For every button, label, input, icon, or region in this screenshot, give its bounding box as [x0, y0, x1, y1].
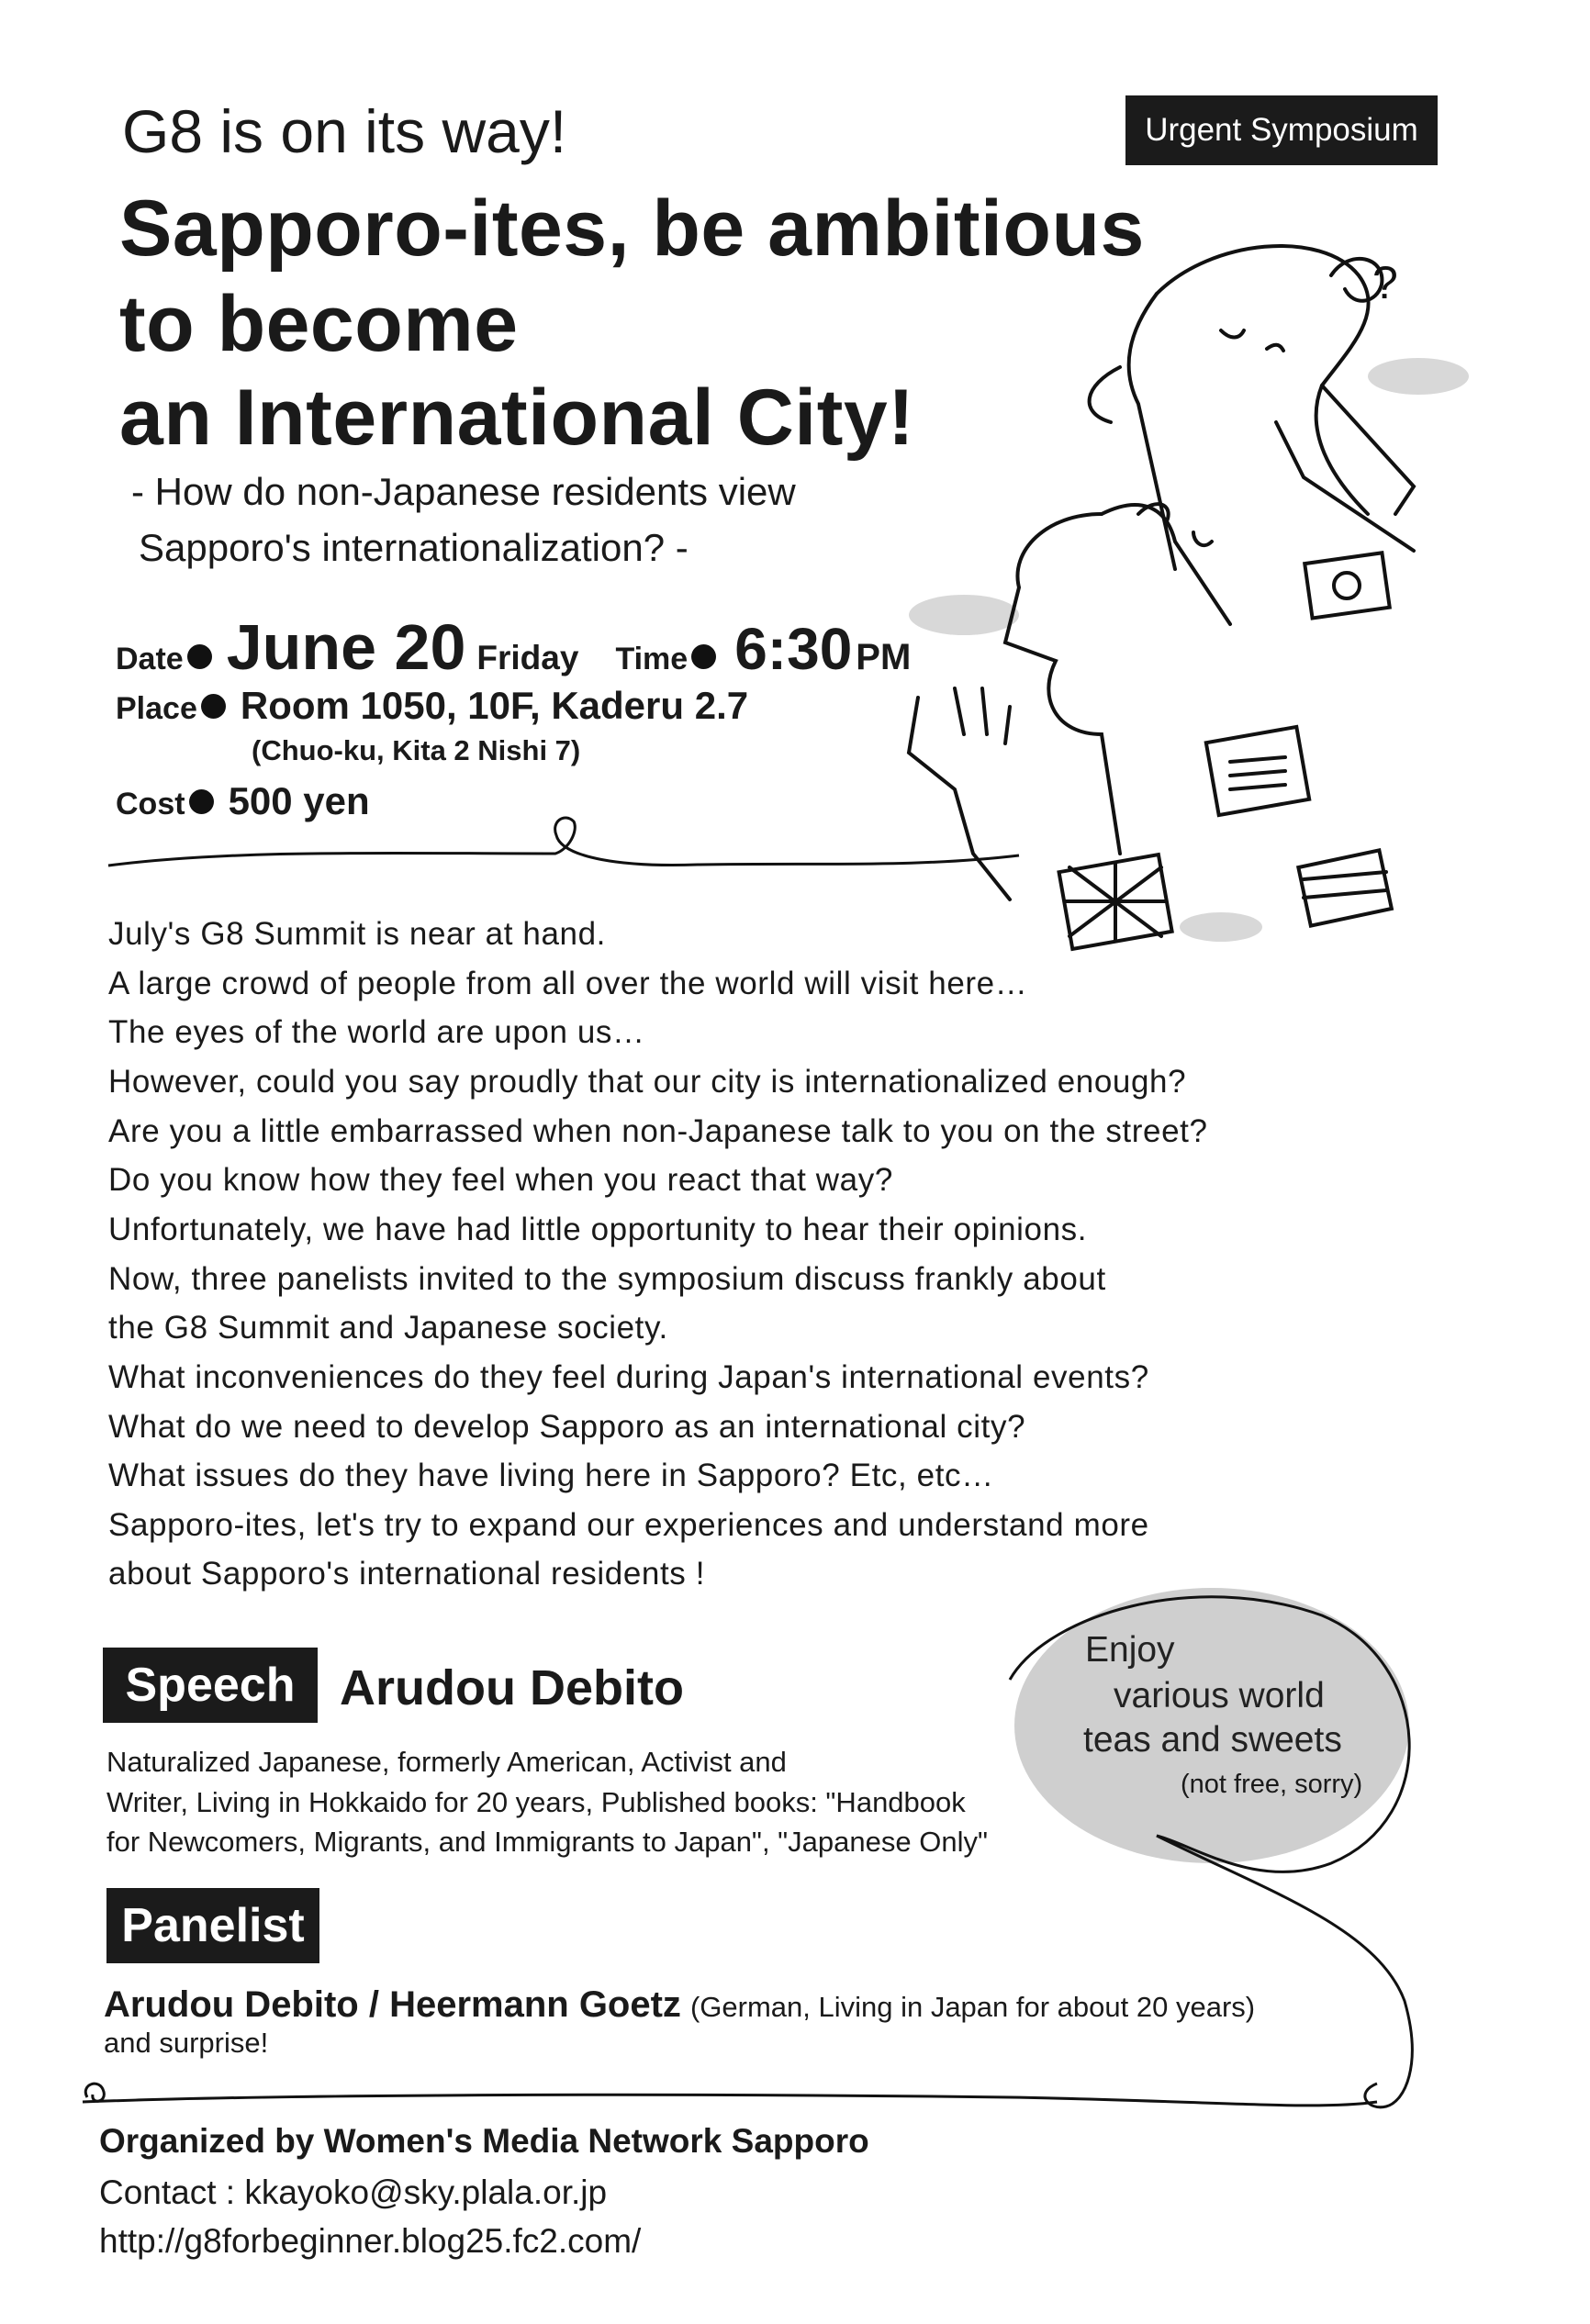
speech-speaker: Arudou Debito	[340, 1660, 684, 1715]
date-row	[116, 611, 912, 683]
svg-text:?: ?	[1372, 257, 1398, 308]
speech-bio-line: Writer, Living in Hokkaido for 20 years, Published books: "Handbook	[106, 1786, 966, 1818]
body-line: Sapporo-ites, let's try to expand our experiences and understand more	[108, 1507, 1149, 1543]
cost-row	[116, 779, 370, 822]
bubble-line: Enjoy	[1085, 1630, 1175, 1670]
bubble-line: teas and sweets	[1083, 1720, 1342, 1760]
body-line: The eyes of the world are upon us…	[108, 1014, 645, 1050]
bullet-dot-icon	[201, 694, 226, 719]
headline-line-2: to become	[119, 280, 519, 368]
body-line: Unfortunately, we have had little opportunity to hear their opinions.	[108, 1212, 1088, 1247]
place-address: (Chuo-ku, Kita 2 Nishi 7)	[252, 734, 581, 766]
kicker-title: G8 is on its way!	[122, 97, 567, 165]
speech-label: Speech	[103, 1648, 318, 1723]
body-line: about Sapporo's international residents !	[108, 1556, 706, 1592]
bubble-note: (not free, sorry)	[1181, 1770, 1363, 1799]
headline-line-1: Sapporo-ites, be ambitious	[119, 184, 1145, 273]
cost-value: 500 yen	[228, 779, 370, 822]
time-suffix: PM	[856, 637, 912, 677]
subtitle-line-1: - How do non-Japanese residents view	[131, 470, 796, 513]
body-line: Are you a little embarrassed when non-Japanese talk to you on the street?	[108, 1113, 1208, 1149]
urgent-symposium-badge: Urgent Symposium	[1125, 95, 1438, 165]
time-label: Time	[615, 642, 689, 676]
body-line: the G8 Summit and Japanese society.	[108, 1310, 668, 1346]
panelist-names: Arudou Debito / Heermann Goetz	[104, 1984, 681, 2025]
place-value: Room 1050, 10F, Kaderu 2.7	[240, 684, 749, 727]
website-url: http://g8forbeginner.blog25.fc2.com/	[99, 2222, 642, 2260]
footer-string	[83, 2095, 1377, 2106]
body-line: Do you know how they feel when you react that way?	[108, 1162, 893, 1198]
body-line: However, could you say proudly that our city is internationalized enough?	[108, 1064, 1187, 1100]
organizer: Organized by Women's Media Network Sapporo	[99, 2122, 869, 2160]
divider-string	[108, 818, 1019, 866]
date-label: Date	[116, 642, 184, 676]
time-value: 6:30	[734, 616, 853, 682]
speech-bio-line: for Newcomers, Migrants, and Immigrants to Japan", "Japanese Only"	[106, 1826, 988, 1858]
bullet-dot-icon	[189, 789, 214, 814]
headline-line-3: an International City!	[119, 374, 915, 462]
panelist-label: Panelist	[106, 1888, 319, 1963]
bubble-line: various world	[1114, 1676, 1325, 1715]
speech-bio-line: Naturalized Japanese, formerly American, Activist and	[106, 1746, 787, 1778]
string-loop	[85, 2084, 104, 2101]
subtitle-line-2: Sapporo's internationalization? -	[139, 526, 689, 569]
contact-email: Contact : kkayoko@sky.plala.or.jp	[99, 2173, 608, 2211]
place-label: Place	[116, 691, 197, 726]
bullet-dot-icon	[187, 644, 212, 669]
people-illustration	[909, 246, 1469, 949]
place-row	[116, 684, 749, 727]
body-line: What do we need to develop Sapporo as an international city?	[108, 1409, 1026, 1445]
date-day: Friday	[476, 639, 579, 676]
bullet-dot-icon	[691, 644, 716, 669]
body-line: What issues do they have living here in Sapporo? Etc, etc…	[108, 1458, 994, 1493]
body-line: A large crowd of people from all over the world will visit here…	[108, 966, 1028, 1001]
date-value: June 20	[226, 611, 466, 683]
body-line: Now, three panelists invited to the symposium discuss frankly about	[108, 1261, 1106, 1297]
panelist-row	[104, 1984, 1255, 2026]
cost-label: Cost	[116, 787, 185, 821]
body-line: What inconveniences do they feel during Japan's international events?	[108, 1359, 1149, 1395]
body-line: July's G8 Summit is near at hand.	[108, 916, 606, 952]
panelist-detail: (German, Living in Japan for about 20 years)	[689, 1991, 1256, 2023]
panelist-extra: and surprise!	[104, 2027, 269, 2059]
